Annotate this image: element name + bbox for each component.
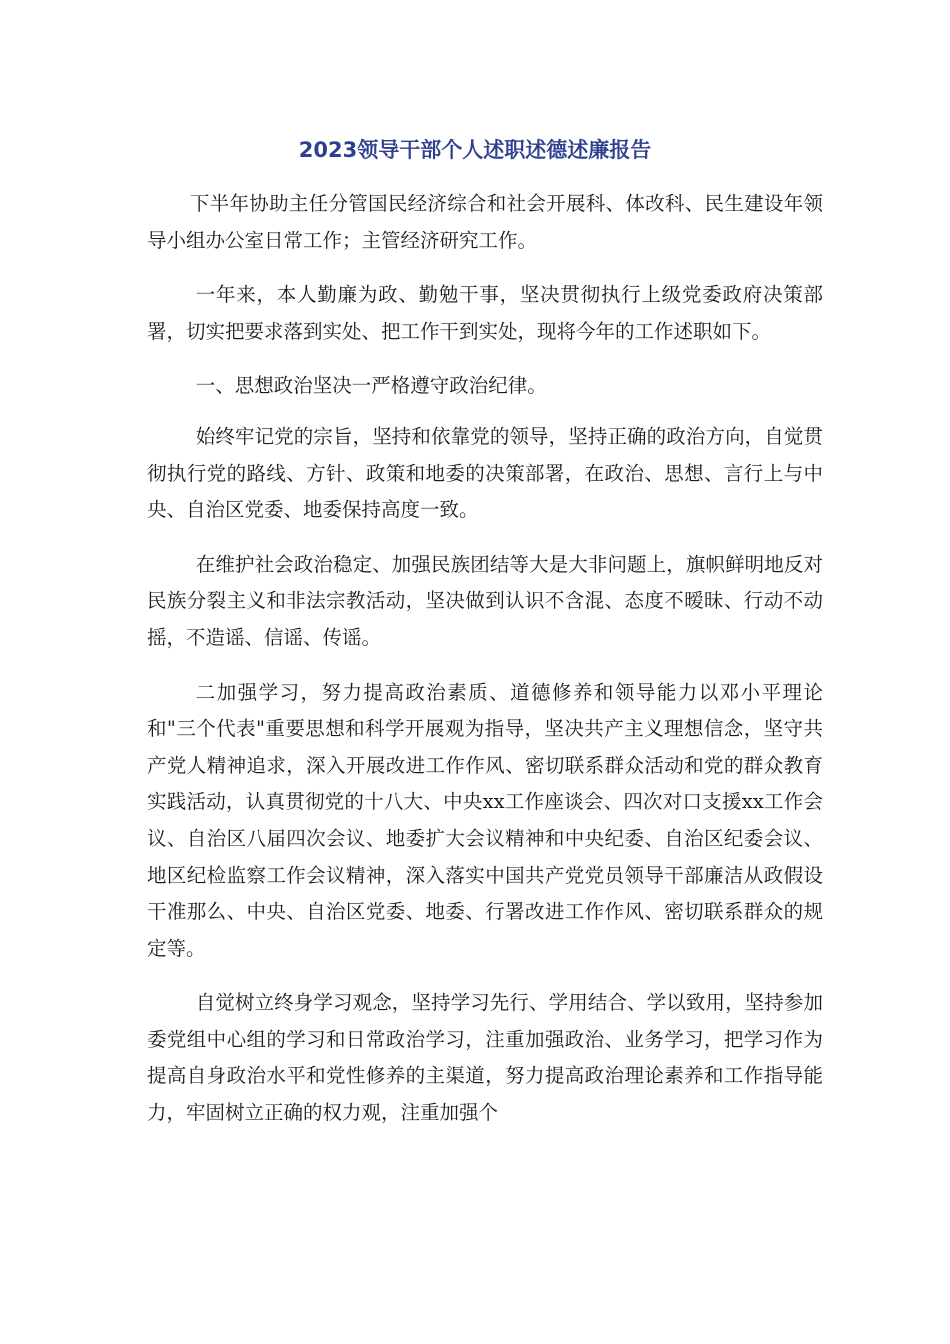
document-body [147, 186, 823, 1150]
paragraph-responsibilities: 下半年协助主任分管国民经济综合和社会开展科、体改科、民生建设年领导小组办公室日常工作；主管经济研究工作。 [147, 192, 823, 252]
paragraph-stability: 在维护社会政治稳定、加强民族团结等大是大非问题上，旗帜鲜明地反对民族分裂主义和非法宗教活动，坚决做到认识不含混、态度不暧昧、行动不动摇，不造谣、信谣、传谣。 [147, 552, 823, 649]
document-title: 2023领导干部个人述职述德述廉报告 [298, 138, 652, 162]
paragraph-overview: 一年来，本人勤廉为政、勤勉干事，坚决贯彻执行上级党委政府决策部署，切实把要求落到实处、把工作干到实处，现将今年的工作述职如下。 [147, 283, 823, 343]
paragraph-study: 二加强学习，努力提高政治素质、道德修养和领导能力以邓小平理论和"三个代表"重要思想和科学开展观为指导，坚决共产主义理想信念，坚守共产党人精神追求，深入开展改进工作作风、密切联系群众活动和党的群众教育实践活动，认真贯彻党的十八大、中央xx工作座谈会、四次对口支援xx工作会议、自治区八届四次会议、地委扩大会议精神和中央纪委、自治区纪委会议、地区纪检监察工作会议精神，深入落实中国共产党党员领导干部廉洁从政假设干准那么、中央、自治区党委、地委、行署改进工作作风、密切联系群众的规定等。 [147, 680, 823, 960]
paragraph-political-direction: 始终牢记党的宗旨，坚持和依靠党的领导，坚持正确的政治方向，自觉贯彻执行党的路线、方针、政策和地委的决策部署，在政治、思想、言行上与中央、自治区党委、地委保持高度一致。 [147, 424, 823, 522]
section-heading-political: 一、思想政治坚决一严格遵守政治纪律。 [195, 374, 547, 398]
paragraph-lifelong-learning: 自觉树立终身学习观念，坚持学习先行、学用结合、学以致用，坚持参加委党组中心组的学习和日常政治学习，注重加强政治、业务学习，把学习作为提高自身政治水平和党性修养的主渠道，努力提高政治理论素养和工作指导能力，牢固树立正确的权力观，注重加强个 [147, 991, 823, 1125]
